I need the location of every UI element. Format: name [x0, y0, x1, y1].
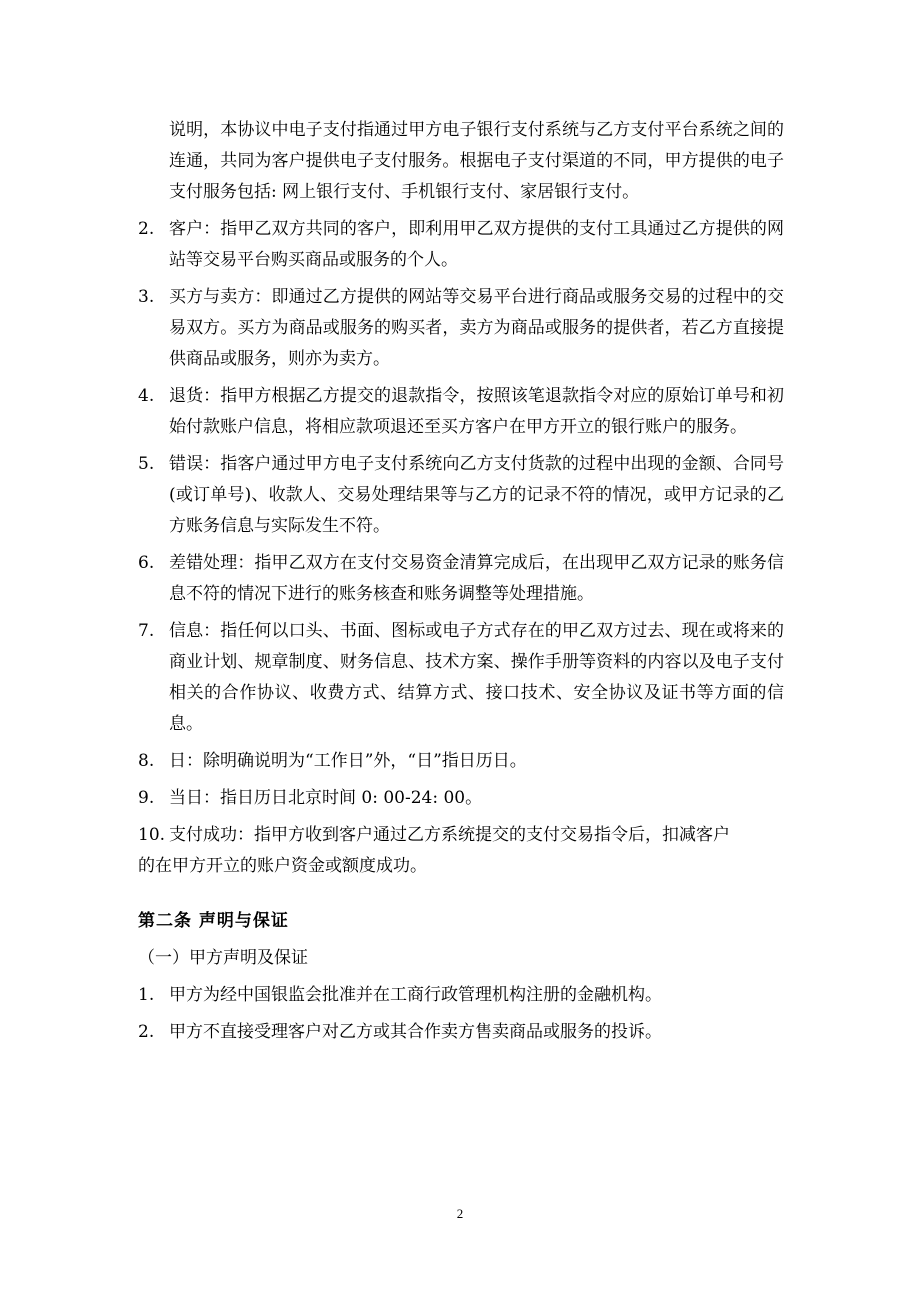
item-number: 2.	[138, 219, 155, 239]
definition-item-10-continuation: 的在甲方开立的账户资金或额度成功。	[138, 856, 427, 876]
page-number: 2	[456, 1206, 464, 1221]
item-number: 4.	[138, 386, 155, 406]
item-number: 2.	[138, 1022, 155, 1042]
item-number: 7.	[138, 621, 155, 641]
subsection-heading: （一）甲方声明及保证	[138, 948, 308, 968]
item-text: 差错处理：指甲乙双方在支付交易资金清算完成后，在出现甲乙双方记录的账务信息不符的情况下进行的账务核查和账务调整等处理措施。	[169, 553, 784, 604]
item-text: 客户：指甲乙双方共同的客户，即利用甲乙双方提供的支付工具通过乙方提供的网站等交易平台购买商品或服务的个人。	[169, 219, 784, 270]
item-number: 6.	[138, 553, 155, 573]
definition-item-5	[138, 449, 784, 542]
item-text: 信息：指任何以口头、书面、图标或电子方式存在的甲乙双方过去、现在或将来的商业计划、规章制度、财务信息、技术方案、操作手册等资料的内容以及电子支付相关的合作协议、收费方式、结算方式、接口技术、安全协议及证书等方面的信息。	[169, 621, 784, 734]
item-number: 9.	[138, 788, 155, 808]
item-text: 当日：指日历日北京时间 0: 00-24: 00。	[169, 788, 483, 808]
item-text: 甲方为经中国银监会批准并在工商行政管理机构注册的金融机构。	[169, 985, 662, 1005]
item-number: 10.	[138, 825, 166, 845]
item-number: 8.	[138, 751, 155, 771]
definition-item-3	[138, 282, 784, 375]
item-text: 买方与卖方：即通过乙方提供的网站等交易平台进行商品或服务交易的过程中的交易双方。买方为商品或服务的购买者，卖方为商品或服务的提供者，若乙方直接提供商品或服务，则亦为卖方。	[169, 287, 784, 369]
definition-item-9	[138, 783, 784, 814]
definition-item-7	[138, 616, 784, 740]
definition-item-6	[138, 548, 784, 610]
definition-1-continuation: 说明，本协议中电子支付指通过甲方电子银行支付系统与乙方支付平台系统之间的连通，共同为客户提供电子支付服务。根据电子支付渠道的不同，甲方提供的电子支付服务包括: 网上银行支付、手机银行支付、家居银行支付。	[169, 120, 784, 202]
declaration-item-2	[138, 1017, 784, 1048]
definition-item-8	[138, 746, 784, 777]
item-text: 日：除明确说明为“工作日”外，“日”指日历日。	[169, 751, 527, 771]
item-text: 错误：指客户通过甲方电子支付系统向乙方支付货款的过程中出现的金额、合同号(或订单号)、收款人、交易处理结果等与乙方的记录不符的情况，或甲方记录的乙方账务信息与实际发生不符。	[169, 454, 784, 536]
declaration-item-1	[138, 980, 784, 1011]
definition-item-10	[138, 820, 784, 851]
item-text: 退货：指甲方根据乙方提交的退款指令，按照该笔退款指令对应的原始订单号和初始付款账户信息，将相应款项退还至买方客户在甲方开立的银行账户的服务。	[169, 386, 784, 437]
document-body	[138, 115, 784, 1054]
item-number: 5.	[138, 454, 155, 474]
item-text: 甲方不直接受理客户对乙方或其合作卖方售卖商品或服务的投诉。	[169, 1022, 662, 1042]
definition-item-2	[138, 214, 784, 276]
item-number: 3.	[138, 287, 155, 307]
section-heading: 第二条 声明与保证	[138, 911, 289, 931]
definition-item-4	[138, 381, 784, 443]
item-text: 支付成功：指甲方收到客户通过乙方系统提交的支付交易指令后，扣减客户	[169, 825, 730, 845]
item-number: 1.	[138, 985, 155, 1005]
